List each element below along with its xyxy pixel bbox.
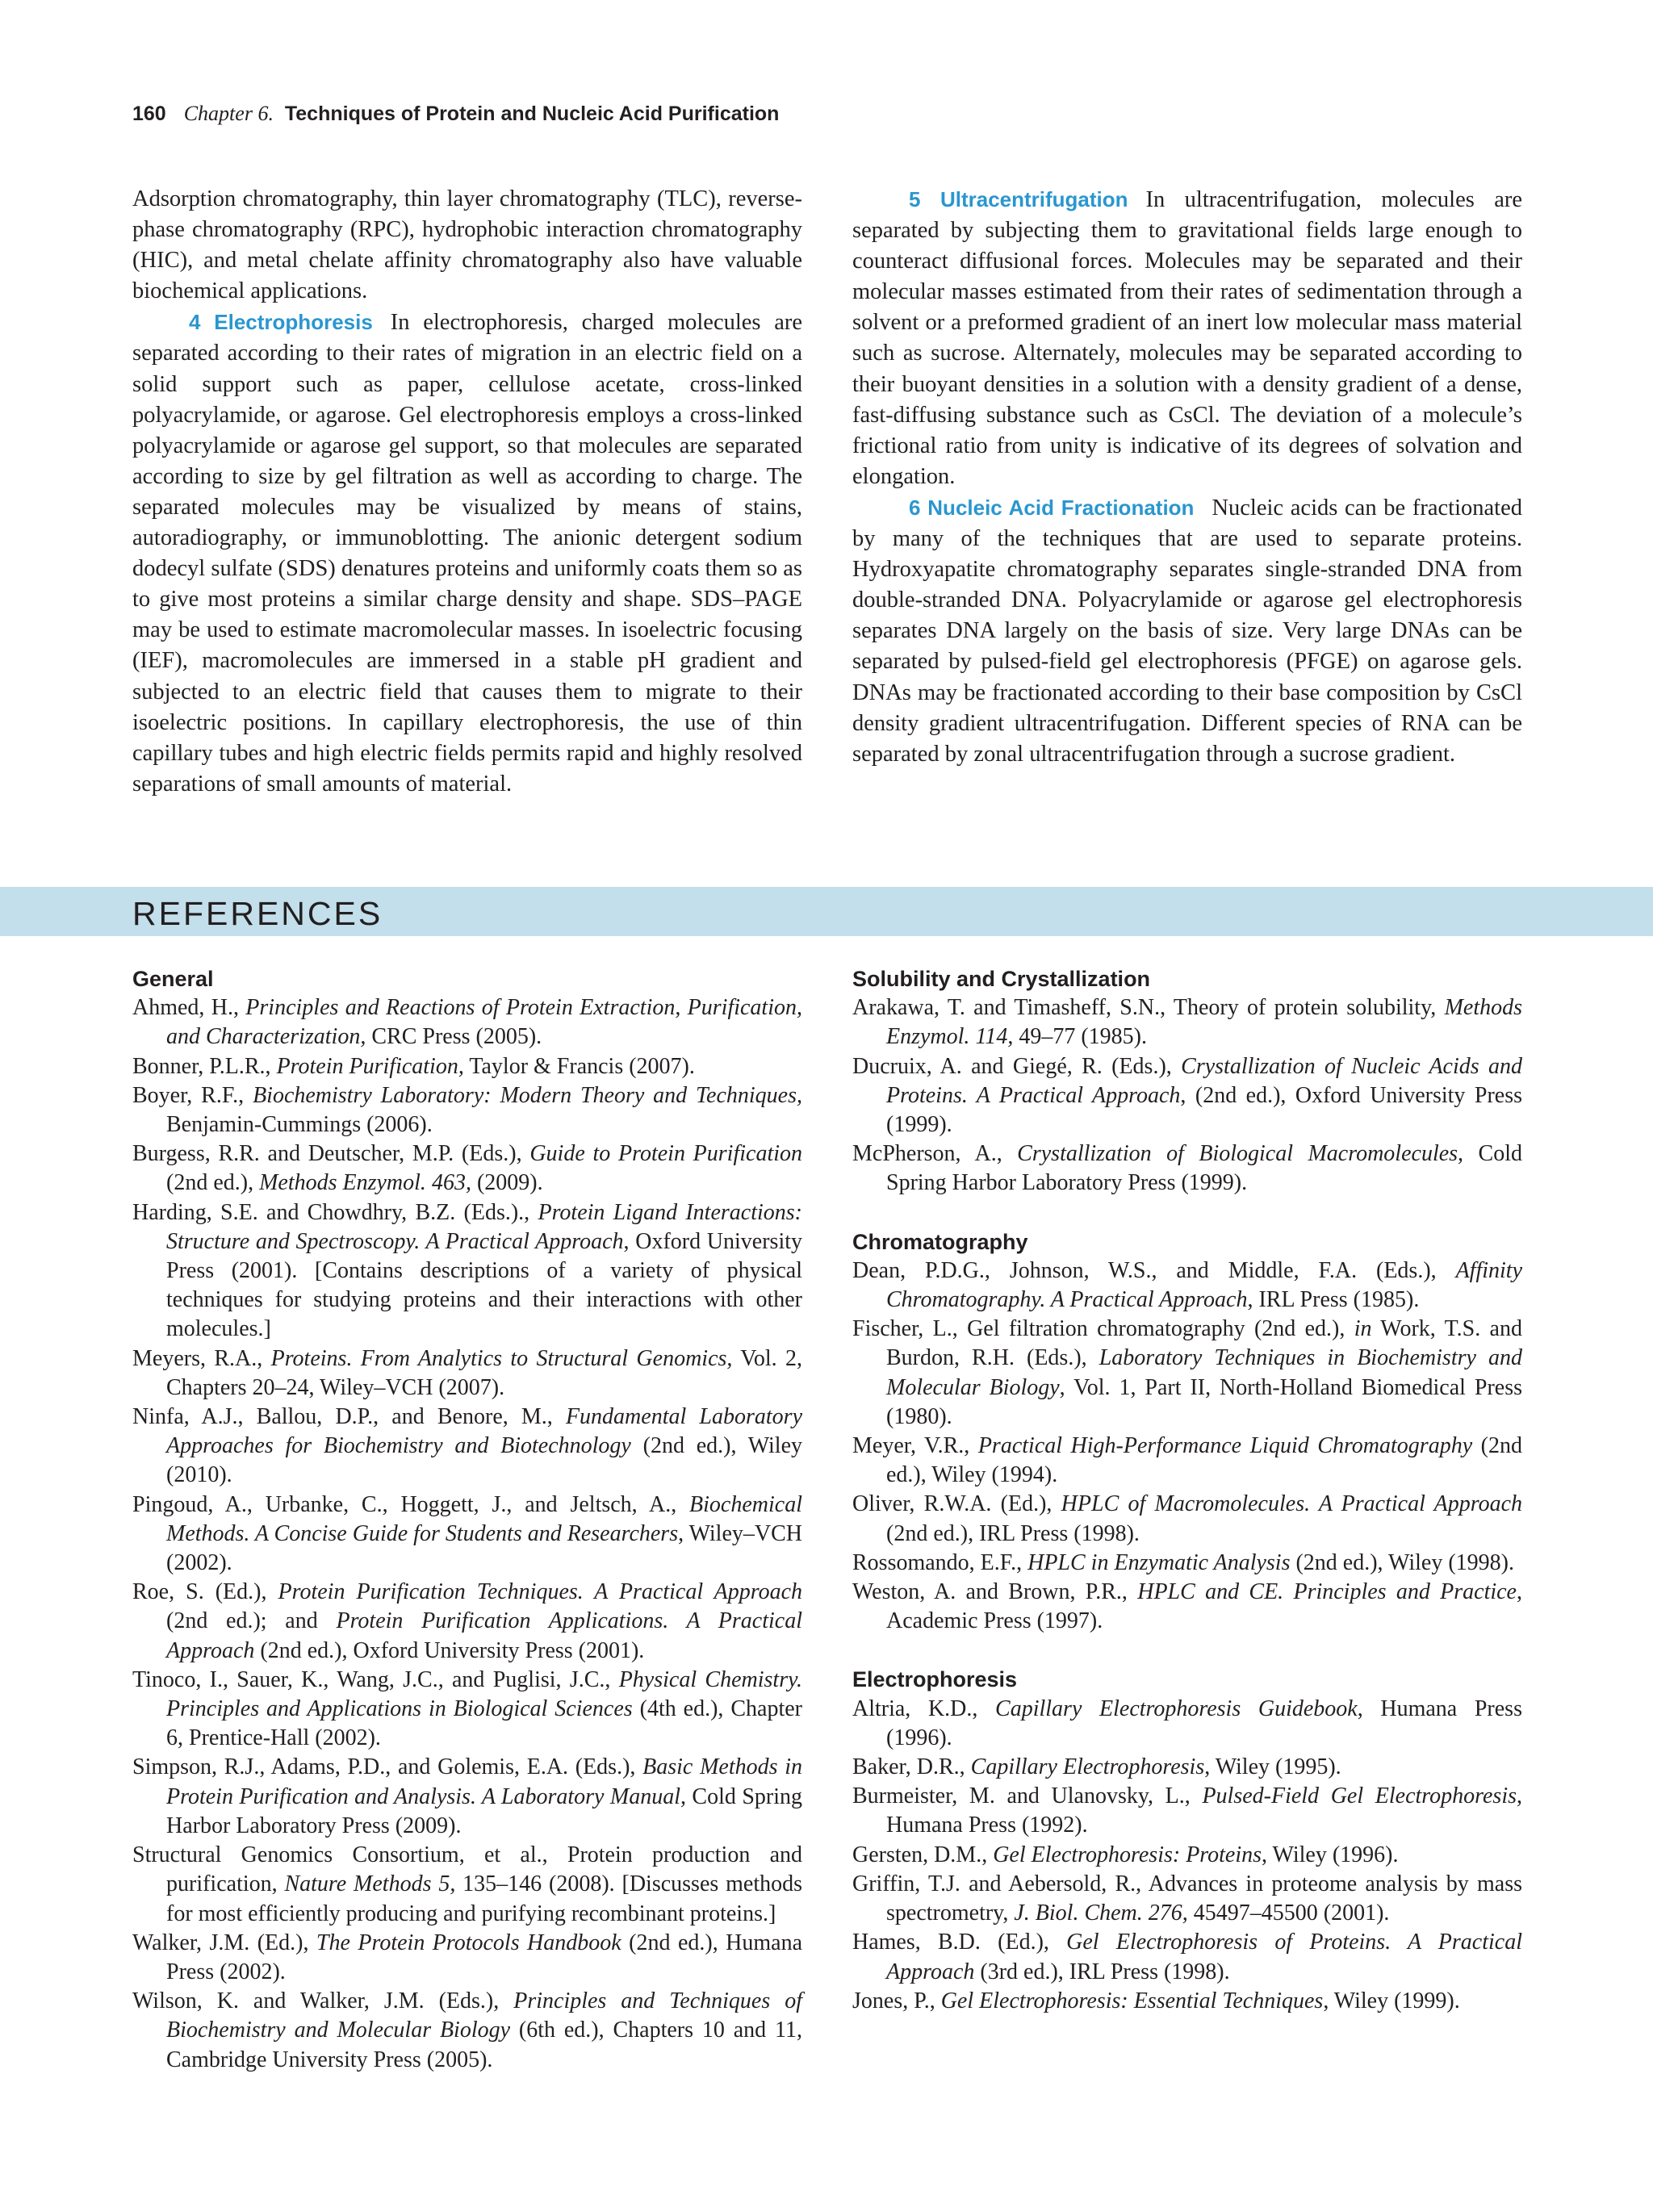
reference-entry: Baker, D.R., Capillary Electrophoresis, Wiley (1995).	[852, 1754, 1341, 1780]
reference-entry: Burgess, R.R. and Deutscher, M.P. (Eds.), Guide to Protein Purification (2nd ed.), Methods Enzymol. 463, (2009).	[132, 1141, 802, 1196]
reference-entry: Meyer, V.R., Practical High-Performance Liquid Chromatography (2nd ed.), Wiley (1994).	[852, 1433, 1523, 1488]
reference-entry: Fischer, L., Gel filtration chromatography (2nd ed.), in Work, T.S. and Burdon, R.H. (Eds.), Laboratory Techniques in Biochemistry and Molecular Biology, Vol. 1, Part II, North-Holland Biomedical Press (1980).	[852, 1316, 1522, 1429]
chapter-title: Techniques of Protein and Nucleic Acid Purification	[284, 102, 780, 125]
reference-entry: Bonner, P.L.R., Protein Purification, Taylor & Francis (2007).	[132, 1053, 695, 1079]
reference-entry: Tinoco, I., Sauer, K., Wang, J.C., and Puglisi, J.C., Physical Chemistry. Principles and Applications in Biological Sciences (4th ed.), Chapter 6, Prentice-Hall (2002).	[132, 1666, 802, 1751]
section-heading: 4 Electrophoresis	[189, 310, 373, 335]
reference-entry: McPherson, A., Crystallization of Biological Macromolecules, Cold Spring Harbor Laboratory Press (1999).	[852, 1141, 1522, 1196]
page-number: 160	[132, 102, 166, 125]
reference-subheading: Chromatography	[852, 1229, 1028, 1254]
section-nucleic-acid-fractionation	[852, 492, 1522, 770]
reference-entry: Structural Genomics Consortium, et al., Protein production and purification, Nature Methods 5, 135–146 (2008). [Discusses methods for most efficiently producing and purifying recombinant proteins.]	[132, 1842, 802, 1926]
reference-subheading: General	[132, 967, 214, 991]
references-banner	[0, 887, 1653, 936]
references-title: REFERENCES	[132, 895, 383, 932]
reference-entry: Wilson, K. and Walker, J.M. (Eds.), Principles and Techniques of Biochemistry and Molecular Biology (6th ed.), Chapters 10 and 11, Cambridge University Press (2005).	[132, 1988, 802, 2072]
references-left-column	[132, 964, 802, 2075]
references-right-column	[852, 964, 1522, 2016]
reference-entry: Ninfa, A.J., Ballou, D.P., and Benore, M., Fundamental Laboratory Approaches for Biochemistry and Biotechnology (2nd ed.), Wiley (2010).	[132, 1404, 802, 1488]
reference-entry: Rossomando, E.F., HPLC in Enzymatic Analysis (2nd ed.), Wiley (1998).	[852, 1549, 1514, 1575]
reference-entry: Roe, S. (Ed.), Protein Purification Techniques. A Practical Approach (2nd ed.); and Protein Purification Applications. A Practical Approach (2nd ed.), Oxford University Press (2001).	[132, 1579, 802, 1663]
reference-entry: Jones, P., Gel Electrophoresis: Essential Techniques, Wiley (1999).	[852, 1988, 1460, 2013]
section-heading: 5 Ultracentrifugation	[909, 187, 1128, 211]
reference-entry: Weston, A. and Brown, P.R., HPLC and CE. Principles and Practice, Academic Press (1997).	[852, 1579, 1522, 1634]
reference-entry: Hames, B.D. (Ed.), Gel Electrophoresis of Proteins. A Practical Approach (3rd ed.), IRL Press (1998).	[852, 1930, 1522, 1984]
reference-entry: Dean, P.D.G., Johnson, W.S., and Middle, F.A. (Eds.), Affinity Chromatography. A Practical Approach, IRL Press (1985).	[852, 1257, 1522, 1313]
reference-entry: Pingoud, A., Urbanke, C., Hoggett, J., and Jeltsch, A., Biochemical Methods. A Concise Guide for Students and Researchers, Wiley–VCH (2002).	[132, 1491, 802, 1576]
section-heading: 6 Nucleic Acid Fractionation	[909, 495, 1195, 520]
reference-subheading: Solubility and Crystallization	[852, 967, 1151, 991]
reference-entry: Simpson, R.J., Adams, P.D., and Golemis, E.A. (Eds.), Basic Methods in Protein Purification and Analysis. A Laboratory Manual, Cold Spring Harbor Laboratory Press (2009).	[132, 1754, 802, 1838]
reference-entry: Ducruix, A. and Giegé, R. (Eds.), Crystallization of Nucleic Acids and Proteins. A Practical Approach, (2nd ed.), Oxford University Press (1999).	[852, 1053, 1523, 1138]
section-text: In ultracentrifugation, molecules are separated by subjecting them to gravitational fields large enough to counteract diffusional forces. Molecules may be separated and their molecular masses estimated from their rates of sedimentation through a solvent or a preformed gradient of an inert low molecular mass material such as sucrose. Alternately, molecules may be separated according to their buoyant densities in a solution with a density gradient of a dense, fast-diffusing substance such as CsCl. The deviation of a molecule’s frictional ratio from unity is indicative of its degrees of solvation and elongation.	[852, 187, 1522, 489]
reference-entry: Altria, K.D., Capillary Electrophoresis Guidebook, Humana Press (1996).	[852, 1696, 1522, 1750]
reference-entry: Burmeister, M. and Ulanovsky, L., Pulsed-Field Gel Electrophoresis, Humana Press (1992).	[852, 1783, 1522, 1838]
reference-entry: Walker, J.M. (Ed.), The Protein Protocols Handbook (2nd ed.), Humana Press (2002).	[132, 1930, 802, 1984]
reference-entry: Arakawa, T. and Timasheff, S.N., Theory of protein solubility, Methods Enzymol. 114, 49–77 (1985).	[852, 995, 1522, 1050]
reference-entry: Oliver, R.W.A. (Ed.), HPLC of Macromolecules. A Practical Approach (2nd ed.), IRL Press (1998).	[852, 1491, 1522, 1546]
reference-entry: Griffin, T.J. and Aebersold, R., Advances in proteome analysis by mass spectrometry, J. Biol. Chem. 276, 45497–45500 (2001).	[852, 1871, 1522, 1926]
running-head	[132, 102, 779, 126]
reference-entry: Boyer, R.F., Biochemistry Laboratory: Modern Theory and Techniques, Benjamin-Cummings (2006).	[132, 1082, 802, 1138]
reference-entry: Ahmed, H., Principles and Reactions of Protein Extraction, Purification, and Characterization, CRC Press (2005).	[132, 995, 802, 1050]
section-ultracentrifugation	[852, 184, 1522, 492]
reference-entry: Harding, S.E. and Chowdhry, B.Z. (Eds.)., Protein Ligand Interactions: Structure and Spectroscopy. A Practical Approach, Oxford University Press (2001). [Contains descriptions of a variety of physical techniques for studying proteins and their interactions with other molecules.]	[132, 1199, 803, 1342]
reference-subheading: Electrophoresis	[852, 1667, 1018, 1692]
body-right-column	[852, 184, 1522, 770]
intro-paragraph: Adsorption chromatography, thin layer chromatography (TLC), reverse-phase chromatography (RPC), hydrophobic interaction chromatography (HIC), and metal chelate affinity chromatography also have valuable biochemical applications.	[132, 186, 802, 304]
section-electrophoresis	[132, 307, 802, 800]
reference-entry: Meyers, R.A., Proteins. From Analytics to Structural Genomics, Vol. 2, Chapters 20–24, Wiley–VCH (2007).	[132, 1345, 803, 1400]
body-left-column	[132, 184, 802, 800]
reference-entry: Gersten, D.M., Gel Electrophoresis: Proteins, Wiley (1996).	[852, 1842, 1399, 1867]
chapter-label: Chapter 6.	[183, 102, 274, 125]
section-text: Nucleic acids can be fractionated by many of the techniques that are used to separate proteins. Hydroxyapatite chromatography separates single-stranded DNA from double-stranded DNA. Polyacrylamide or agarose gel electrophoresis separates DNA largely on the basis of size. Very large DNAs can be separated by pulsed-field gel electrophoresis (PFGE) on agarose gels. DNAs may be fractionated according to their base composition by CsCl density gradient ultracentrifugation. Different species of RNA can be separated by zonal ultracentrifugation through a sucrose gradient.	[852, 495, 1522, 767]
section-text: In electrophoresis, charged molecules are separated according to their rates of migration in an electric field on a solid support such as paper, cellulose acetate, cross-linked polyacrylamide, or agarose. Gel electrophoresis employs a cross-linked polyacrylamide or agarose gel support, so that molecules are separated according to size by gel filtration as well as according to charge. The separated molecules may be visualized by means of stains, autoradiography, or immunoblotting. The anionic detergent sodium dodecyl sulfate (SDS) denatures proteins and uniformly coats them so as to give most proteins a similar charge density and shape. SDS–PAGE may be used to estimate macromolecular masses. In isoelectric focusing (IEF), macromolecules are immersed in a stable pH gradient and subjected to an electric field that causes them to migrate to their isoelectric positions. In capillary electrophoresis, the use of thin capillary tubes and high electric fields permits rapid and highly resolved separations of small amounts of material.	[132, 310, 802, 797]
